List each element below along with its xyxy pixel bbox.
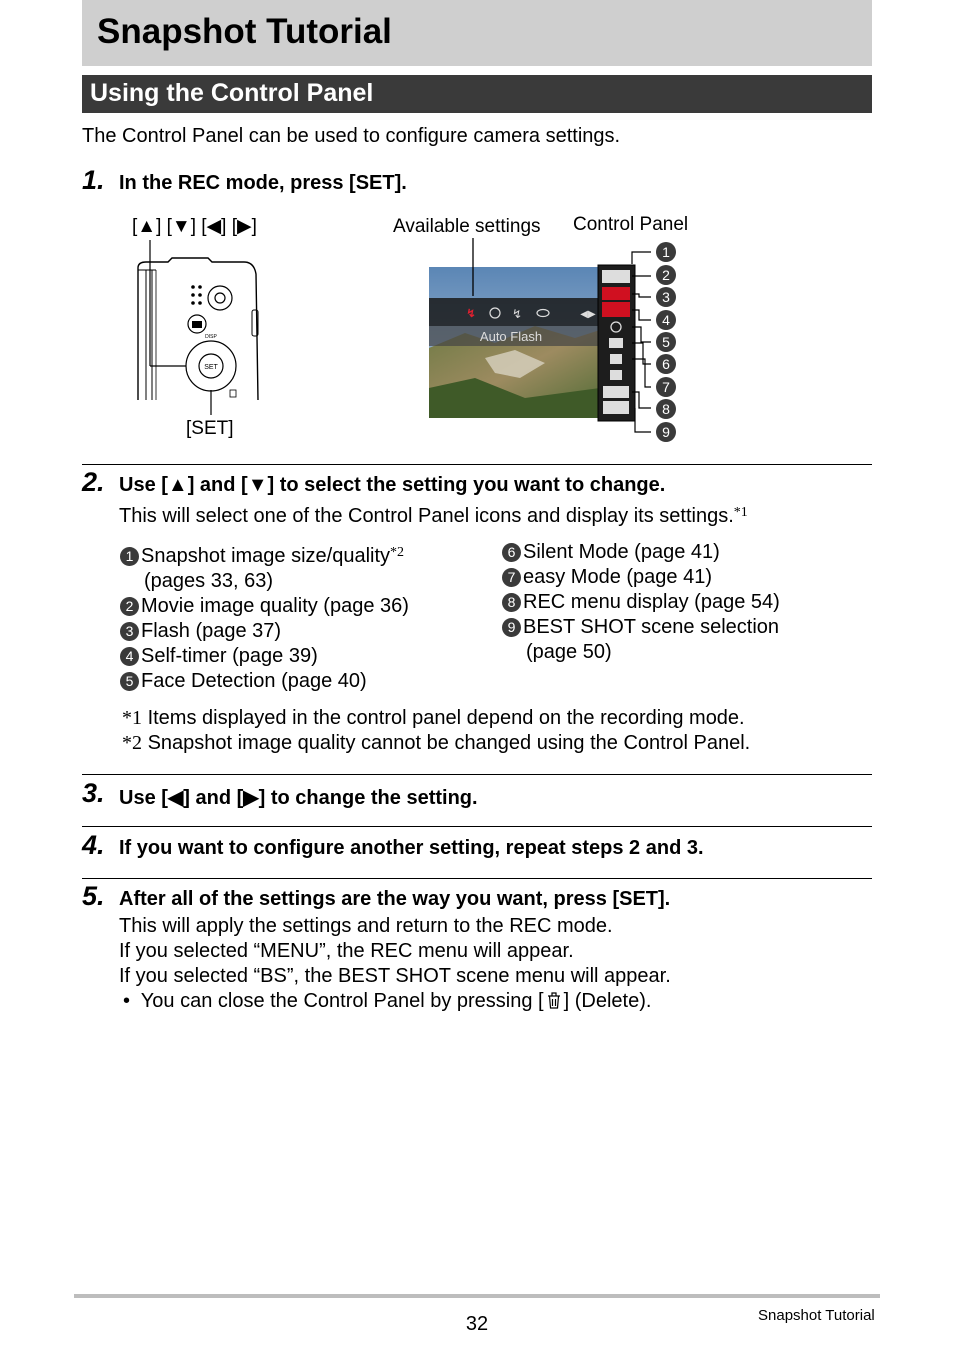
step-5-body <box>119 914 671 1014</box>
page-title: Snapshot Tutorial <box>97 12 392 51</box>
available-settings-label: Available settings <box>393 216 541 237</box>
callout-6: 6 <box>662 356 670 372</box>
step-5-line: This will apply the settings and return to the REC mode. <box>119 915 613 937</box>
list-item: 7 easy Mode (page 41) <box>502 565 862 590</box>
footer-rule <box>74 1294 880 1298</box>
number-badge: 3 <box>120 622 139 641</box>
list-item-continuation: (pages 33, 63) <box>144 570 273 592</box>
step-2-description: This will select one of the Control Panel icons and display its settings.$^{*1}$ <box>119 505 748 527</box>
list-item: 2 Movie image quality (page 36) <box>120 594 500 619</box>
number-badge: 9 <box>502 618 521 637</box>
callout-7: 7 <box>662 379 670 395</box>
list-item: 9 BEST SHOT scene selection <box>502 615 862 640</box>
number-badge: 4 <box>120 647 139 666</box>
divider <box>82 774 872 775</box>
list-item: 3 Flash (page 37) <box>120 619 500 644</box>
set-button-label: [SET] <box>186 418 234 439</box>
callout-8: 8 <box>662 401 670 417</box>
step-5-title: After all of the settings are the way you want, press [SET]. <box>119 888 671 910</box>
svg-text:◀▶: ◀▶ <box>580 309 596 320</box>
step-1-number: 1. <box>82 165 105 195</box>
list-item: 8 REC menu display (page 54) <box>502 590 862 615</box>
arrow-buttons-label: [▲] [▼] [◀] [▶] <box>132 216 257 237</box>
callout-4: 4 <box>662 312 670 328</box>
step-1-title: In the REC mode, press [SET]. <box>119 172 407 194</box>
footnote: *2 Snapshot image quality cannot be changed using the Control Panel. <box>122 732 751 754</box>
list-item: 6 Silent Mode (page 41) <box>502 540 862 565</box>
number-badge: 2 <box>120 597 139 616</box>
control-panel-label: Control Panel <box>573 214 689 235</box>
screen-caption: Auto Flash <box>479 329 543 344</box>
step-2-title: Use [▲] and [▼] to select the setting you want to change. <box>119 474 666 496</box>
step-2-number: 2. <box>82 467 105 497</box>
step-5-line: If you selected “MENU”, the REC menu will appear. <box>119 940 574 962</box>
list-item: 5 Face Detection (page 40) <box>120 669 500 694</box>
step-3-title: Use [◀] and [▶] to change the setting. <box>119 787 478 809</box>
callout-1: 1 <box>662 244 670 260</box>
step-4-number: 4. <box>82 830 105 860</box>
number-badge: 6 <box>502 543 521 562</box>
list-item: 4 Self-timer (page 39) <box>120 644 500 669</box>
step-4-title: If you want to configure another setting, repeat steps 2 and 3. <box>119 837 704 859</box>
section-title: Using the Control Panel <box>90 79 374 107</box>
camera-illustration <box>120 240 270 415</box>
step-5-line: If you selected “BS”, the BEST SHOT scene menu will appear. <box>119 965 671 987</box>
list-item-continuation: (page 50) <box>526 641 612 663</box>
step-5-number: 5. <box>82 881 105 911</box>
control-panel-screen <box>425 238 685 448</box>
callout-9: 9 <box>662 424 670 440</box>
svg-text:↯: ↯ <box>511 307 523 321</box>
callout-2: 2 <box>662 267 670 283</box>
bullet-item: • You can close the Control Panel by pressing [ ] (Delete). <box>123 990 652 1012</box>
camera-set-text: SET <box>204 364 218 371</box>
list-item: 1 Snapshot image size/quality$^{*2}$ <box>120 540 500 569</box>
divider <box>82 826 872 827</box>
footnotes <box>122 706 750 756</box>
trash-icon <box>544 990 564 1010</box>
footnote: *1 Items displayed in the control panel depend on the recording mode. <box>122 707 745 729</box>
divider <box>82 464 872 465</box>
svg-text:↯: ↯ <box>466 308 476 320</box>
number-badge: 1 <box>120 547 139 566</box>
intro-text: The Control Panel can be used to configure camera settings. <box>82 125 621 147</box>
number-badge: 5 <box>120 672 139 691</box>
step-3-number: 3. <box>82 778 105 808</box>
page-number: 32 <box>465 1313 489 1335</box>
camera-disp-text: DISP <box>205 334 217 340</box>
settings-list-left <box>120 540 500 694</box>
callout-3: 3 <box>662 289 670 305</box>
number-badge: 8 <box>502 593 521 612</box>
settings-list-right <box>502 540 862 665</box>
number-badge: 7 <box>502 568 521 587</box>
footer-title: Snapshot Tutorial <box>758 1307 875 1324</box>
callout-5: 5 <box>662 334 670 350</box>
divider <box>82 878 872 879</box>
